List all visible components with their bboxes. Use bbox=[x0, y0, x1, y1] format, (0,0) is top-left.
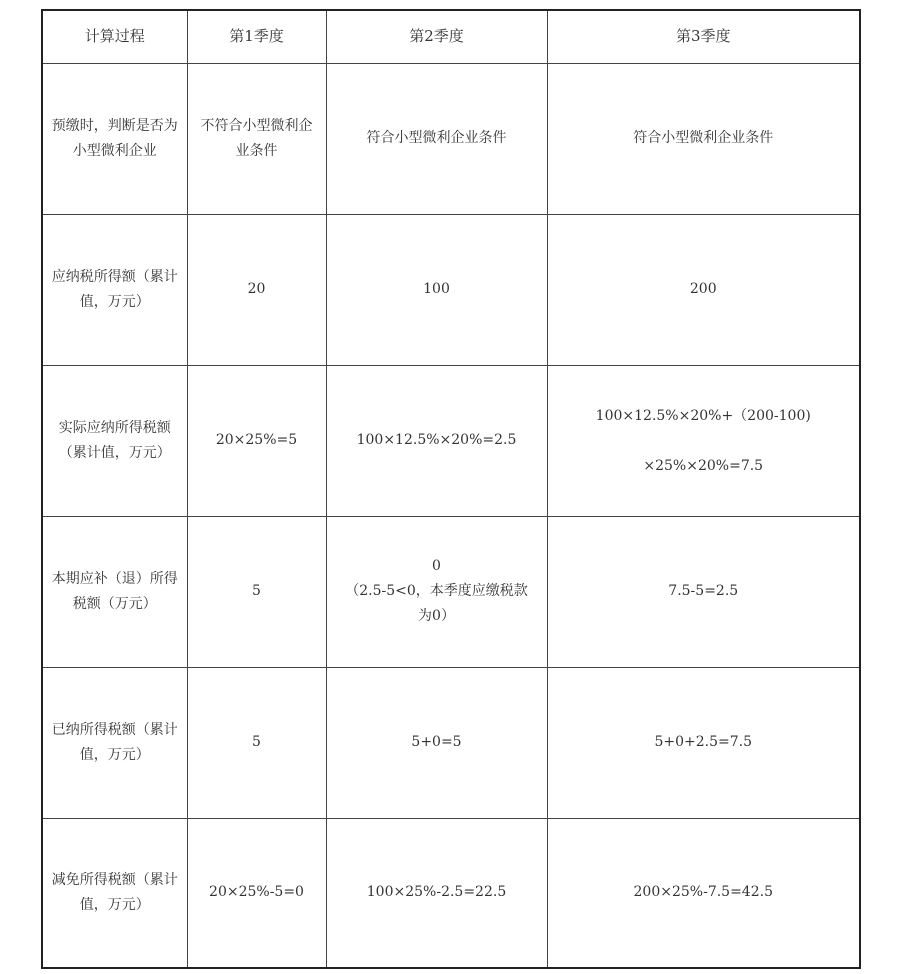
q3-cell: 7.5-5=2.5 bbox=[547, 516, 860, 667]
q2-cell: 5+0=5 bbox=[326, 667, 547, 818]
q1-cell: 5 bbox=[187, 516, 326, 667]
table-row bbox=[42, 818, 860, 968]
q1-cell: 不符合小型微利企业条件 bbox=[187, 63, 326, 214]
table-row bbox=[42, 63, 860, 214]
row-label: 实际应纳所得税额（累计值，万元） bbox=[42, 365, 187, 516]
row-label: 已纳所得税额（累计值，万元） bbox=[42, 667, 187, 818]
header-cell-process: 计算过程 bbox=[42, 10, 187, 63]
q2-note: （2.5-5<0，本季度应缴税款为0） bbox=[345, 583, 528, 624]
row-label: 应纳税所得额（累计值，万元） bbox=[42, 214, 187, 365]
q3-cell: 符合小型微利企业条件 bbox=[547, 63, 860, 214]
row-label: 预缴时，判断是否为小型微利企业 bbox=[42, 63, 187, 214]
table-row bbox=[42, 516, 860, 667]
header-cell-q1: 第1季度 bbox=[187, 10, 326, 63]
table-row bbox=[42, 214, 860, 365]
header-cell-q3: 第3季度 bbox=[547, 10, 860, 63]
q1-cell: 20×25%-5=0 bbox=[187, 818, 326, 968]
q1-cell: 20 bbox=[187, 214, 326, 365]
header-cell-q2: 第2季度 bbox=[326, 10, 547, 63]
q2-cell: 100×12.5%×20%=2.5 bbox=[326, 365, 547, 516]
q3-cell: 200×25%-7.5=42.5 bbox=[547, 818, 860, 968]
q3-cell: 200 bbox=[547, 214, 860, 365]
q1-cell: 20×25%=5 bbox=[187, 365, 326, 516]
q2-value: 0 bbox=[432, 558, 441, 574]
table-header-row bbox=[42, 10, 860, 63]
row-label: 本期应补（退）所得税额（万元） bbox=[42, 516, 187, 667]
q2-cell bbox=[326, 516, 547, 667]
q2-cell: 100 bbox=[326, 214, 547, 365]
q2-cell: 符合小型微利企业条件 bbox=[326, 63, 547, 214]
q3-formula-line-2: ×25%×20%=7.5 bbox=[643, 457, 764, 474]
q3-cell bbox=[547, 365, 860, 516]
q3-cell: 5+0+2.5=7.5 bbox=[547, 667, 860, 818]
q3-formula-line-1: 100×12.5%×20%+（200-100) bbox=[595, 407, 811, 424]
q1-cell: 5 bbox=[187, 667, 326, 818]
q2-cell: 100×25%-2.5=22.5 bbox=[326, 818, 547, 968]
tax-calculation-table bbox=[41, 9, 861, 969]
table-row bbox=[42, 667, 860, 818]
table-row bbox=[42, 365, 860, 516]
row-label: 减免所得税额（累计值，万元） bbox=[42, 818, 187, 968]
